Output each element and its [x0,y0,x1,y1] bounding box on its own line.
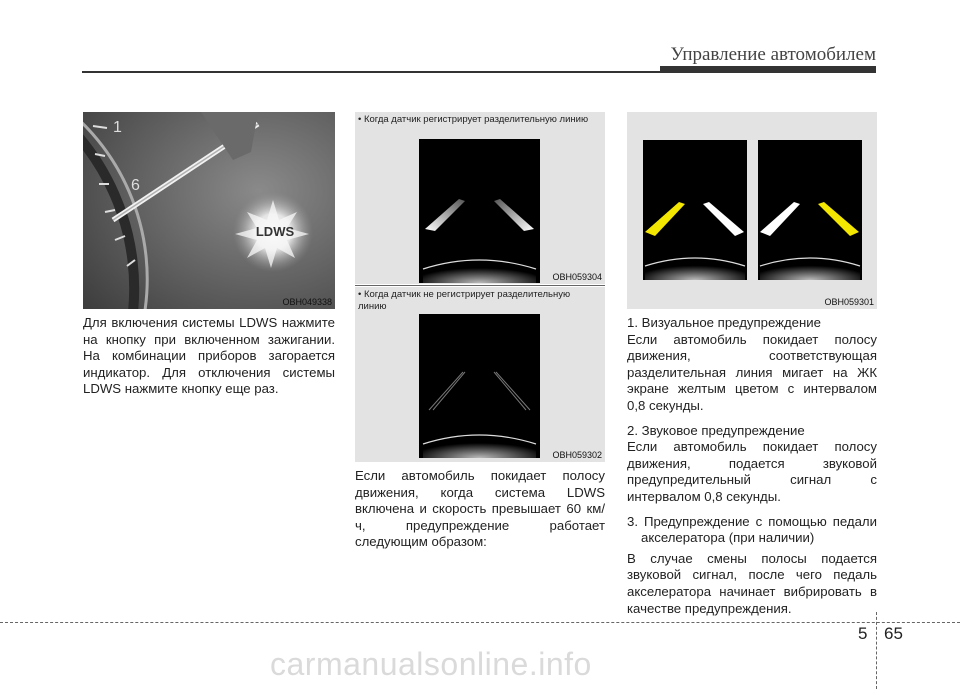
item-heading: 3. Предупреждение с помощью педали акселератора (при наличии) [627,513,877,546]
header-rule [82,71,876,73]
lane-lines-graphic [419,139,540,283]
paragraph: Если автомобиль покидает полосу движения, когда система LDWS включена и скорость превышает 60 км/ч, предупреждение работает следующим образом: [355,468,605,550]
lcd-screen [419,139,540,283]
footer-rule [0,622,960,623]
chapter-number: 5 [858,624,868,643]
warning-item-audio [627,423,877,506]
warning-item-pedal [627,514,877,618]
item-heading: 2. Звуковое предупреждение [627,422,805,438]
paragraph: Для включения системы LDWS нажмите на кнопку при включенном зажигании. На комбинации приборов загорается индикатор. Для отключения системы LDWS нажмите кнопку еще раз. [83,315,335,397]
image-code: OBH059302 [552,450,602,460]
ldws-indicator-badge: LDWS [255,224,295,239]
item-heading: 1. Визуальное предупреждение [627,315,821,330]
lane-warning-graphic [758,140,862,280]
lane-not-detected-figure [355,287,605,462]
image-code: OBH059301 [824,297,874,307]
col2-body [355,468,605,559]
lcd-screen-right-warning [758,140,862,280]
image-code: OBH049338 [282,297,332,307]
item-text: Если автомобиль покидает полосу движения, подается звуковой предупредительный сигнал с интервалом 0,8 секунды. [627,439,877,504]
lane-detected-figure [355,112,605,284]
svg-text:1: 1 [113,119,122,136]
watermark: carmanualsonline.info [270,646,592,682]
gauge-illustration [83,112,335,309]
page-number: 65 [884,624,903,643]
footer-divider [876,612,877,689]
item-text: Если автомобиль покидает полосу движения, соответствующая разделительная линия мигает на ЖК экране желтым цветом с интервалом 0,8 секунды. [627,331,877,413]
image-code: OBH059304 [552,272,602,282]
instrument-cluster-image [83,112,335,309]
col1-body [83,315,335,406]
lane-warning-graphic [643,140,747,280]
figure-divider [355,285,605,286]
figure-caption: • Когда датчик регистрирует разделительную линию [358,114,589,125]
warning-item-visual [627,315,877,415]
warning-screens-figure [627,112,877,309]
col3-body [627,315,877,625]
svg-text:6: 6 [131,177,140,194]
section-title: Управление автомобилем [670,44,876,65]
lane-lines-graphic [419,314,540,458]
figure-caption: • Когда датчик не регистрирует разделительную линию [358,289,571,312]
item-text: В случае смены полосы подается звуковой сигнал, после чего педаль акселератора начинает вибрировать в качестве предупреждения. [627,550,877,616]
lcd-screen [419,314,540,458]
lcd-screen-left-warning [643,140,747,280]
